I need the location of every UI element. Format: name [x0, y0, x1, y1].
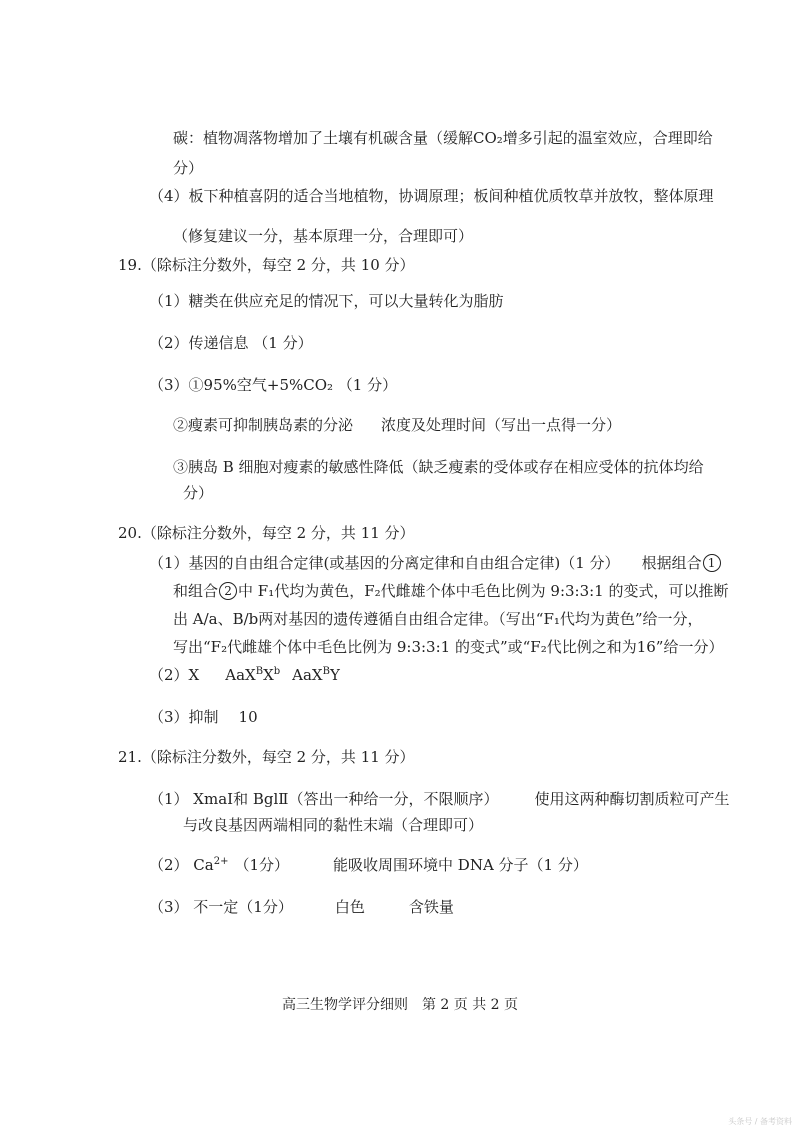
genotype-male: AaX$^B$Y: [292, 666, 340, 684]
line-carbon: 碳：植物凋落物增加了土壤有机碳含量（缓解CO₂增多引起的温室效应，合理即给: [173, 129, 713, 147]
line-q19-3: （3）①95%空气+5%CO₂ （1 分）: [149, 376, 398, 394]
line-q20-1-cont: 和组合 2 中 F₁代均为黄色，F₂代雌雄个体中毛色比例为 9:3:3:1 的变式，可以推断: [173, 582, 729, 600]
question-21-header: 21.（除标注分数外，每空 2 分，共 11 分）: [118, 748, 415, 766]
line-q20-1-cont2: 出 A/a、B/b两对基因的遗传遵循自由组合定律。（写出“F₁代均为黄色”给一分，: [173, 610, 703, 628]
page-footer: 高三生物学评分细则 第 2 页 共 2 页: [281, 997, 519, 1013]
line-q18-4-note: （修复建议一分，基本原理一分，合理即可）: [173, 227, 474, 245]
line-q18-4: （4）板下种植喜阴的适合当地植物，协调原理；板间种植优质牧草并放牧，整体原理: [149, 187, 714, 205]
line-q20-2: （2）X $AaX^BX^b$ AaX$^B$Y: [149, 666, 340, 684]
q20-1-answer: （1）基因的自由组合定律(或基因的分离定律和自由组合定律)（1 分）: [149, 554, 620, 572]
circled-number: 1: [703, 554, 721, 572]
line-q19-3-3: ③胰岛 B 细胞对瘦素的敏感性降低（缺乏瘦素的受体或存在相应受体的抗体均给: [173, 458, 704, 476]
q20-1-reason: 根据组合: [641, 554, 702, 572]
line-q21-1-cont: 与改良基因两端相同的黏性末端（合理即可）: [183, 816, 484, 834]
line-q19-3-3-cont: 分）: [183, 484, 214, 502]
line-q19-1: （1）糖类在供应充足的情况下，可以大量转化为脂肪: [149, 292, 504, 310]
line-q19-3-2: [173, 415, 621, 435]
line-q21-1: （1） XmaⅠ和 BglⅡ（答出一种给一分，不限顺序） 使用这两种酶切割质粒可产生: [149, 790, 730, 808]
circled-number: 2: [219, 582, 237, 600]
line-q21-3: （3） 不一定（1分） 白色 含铁量: [149, 898, 454, 916]
line-q20-1: [149, 553, 722, 573]
genotype-female: $AaX^BX^b$: [225, 666, 281, 684]
line-q20-1-cont3: 写出“F₂代雌雄个体中毛色比例为 9:3:3:1 的变式”或“F₂代比例之和为16”给一分）: [173, 638, 724, 656]
question-20-header: 20.（除标注分数外，每空 2 分，共 11 分）: [118, 524, 415, 542]
q19-3-2-answer: ②瘦素可抑制胰岛素的分泌: [173, 416, 354, 434]
watermark: 头条号 / 备考资料: [728, 1117, 792, 1126]
question-19-header: 19.（除标注分数外，每空 2 分，共 10 分）: [118, 256, 415, 274]
line-q19-2: （2）传递信息 （1 分）: [149, 334, 313, 352]
line-q20-3: （3）抑制 10: [149, 708, 258, 726]
line-carbon-cont: 分）: [173, 159, 204, 177]
q19-3-2-answer-b: 浓度及处理时间（写出一点得一分）: [381, 416, 622, 434]
line-q21-2: （2） $Ca^{2+}$ （1分） 能吸收周围环境中 DNA 分子（1 分）: [149, 856, 588, 874]
